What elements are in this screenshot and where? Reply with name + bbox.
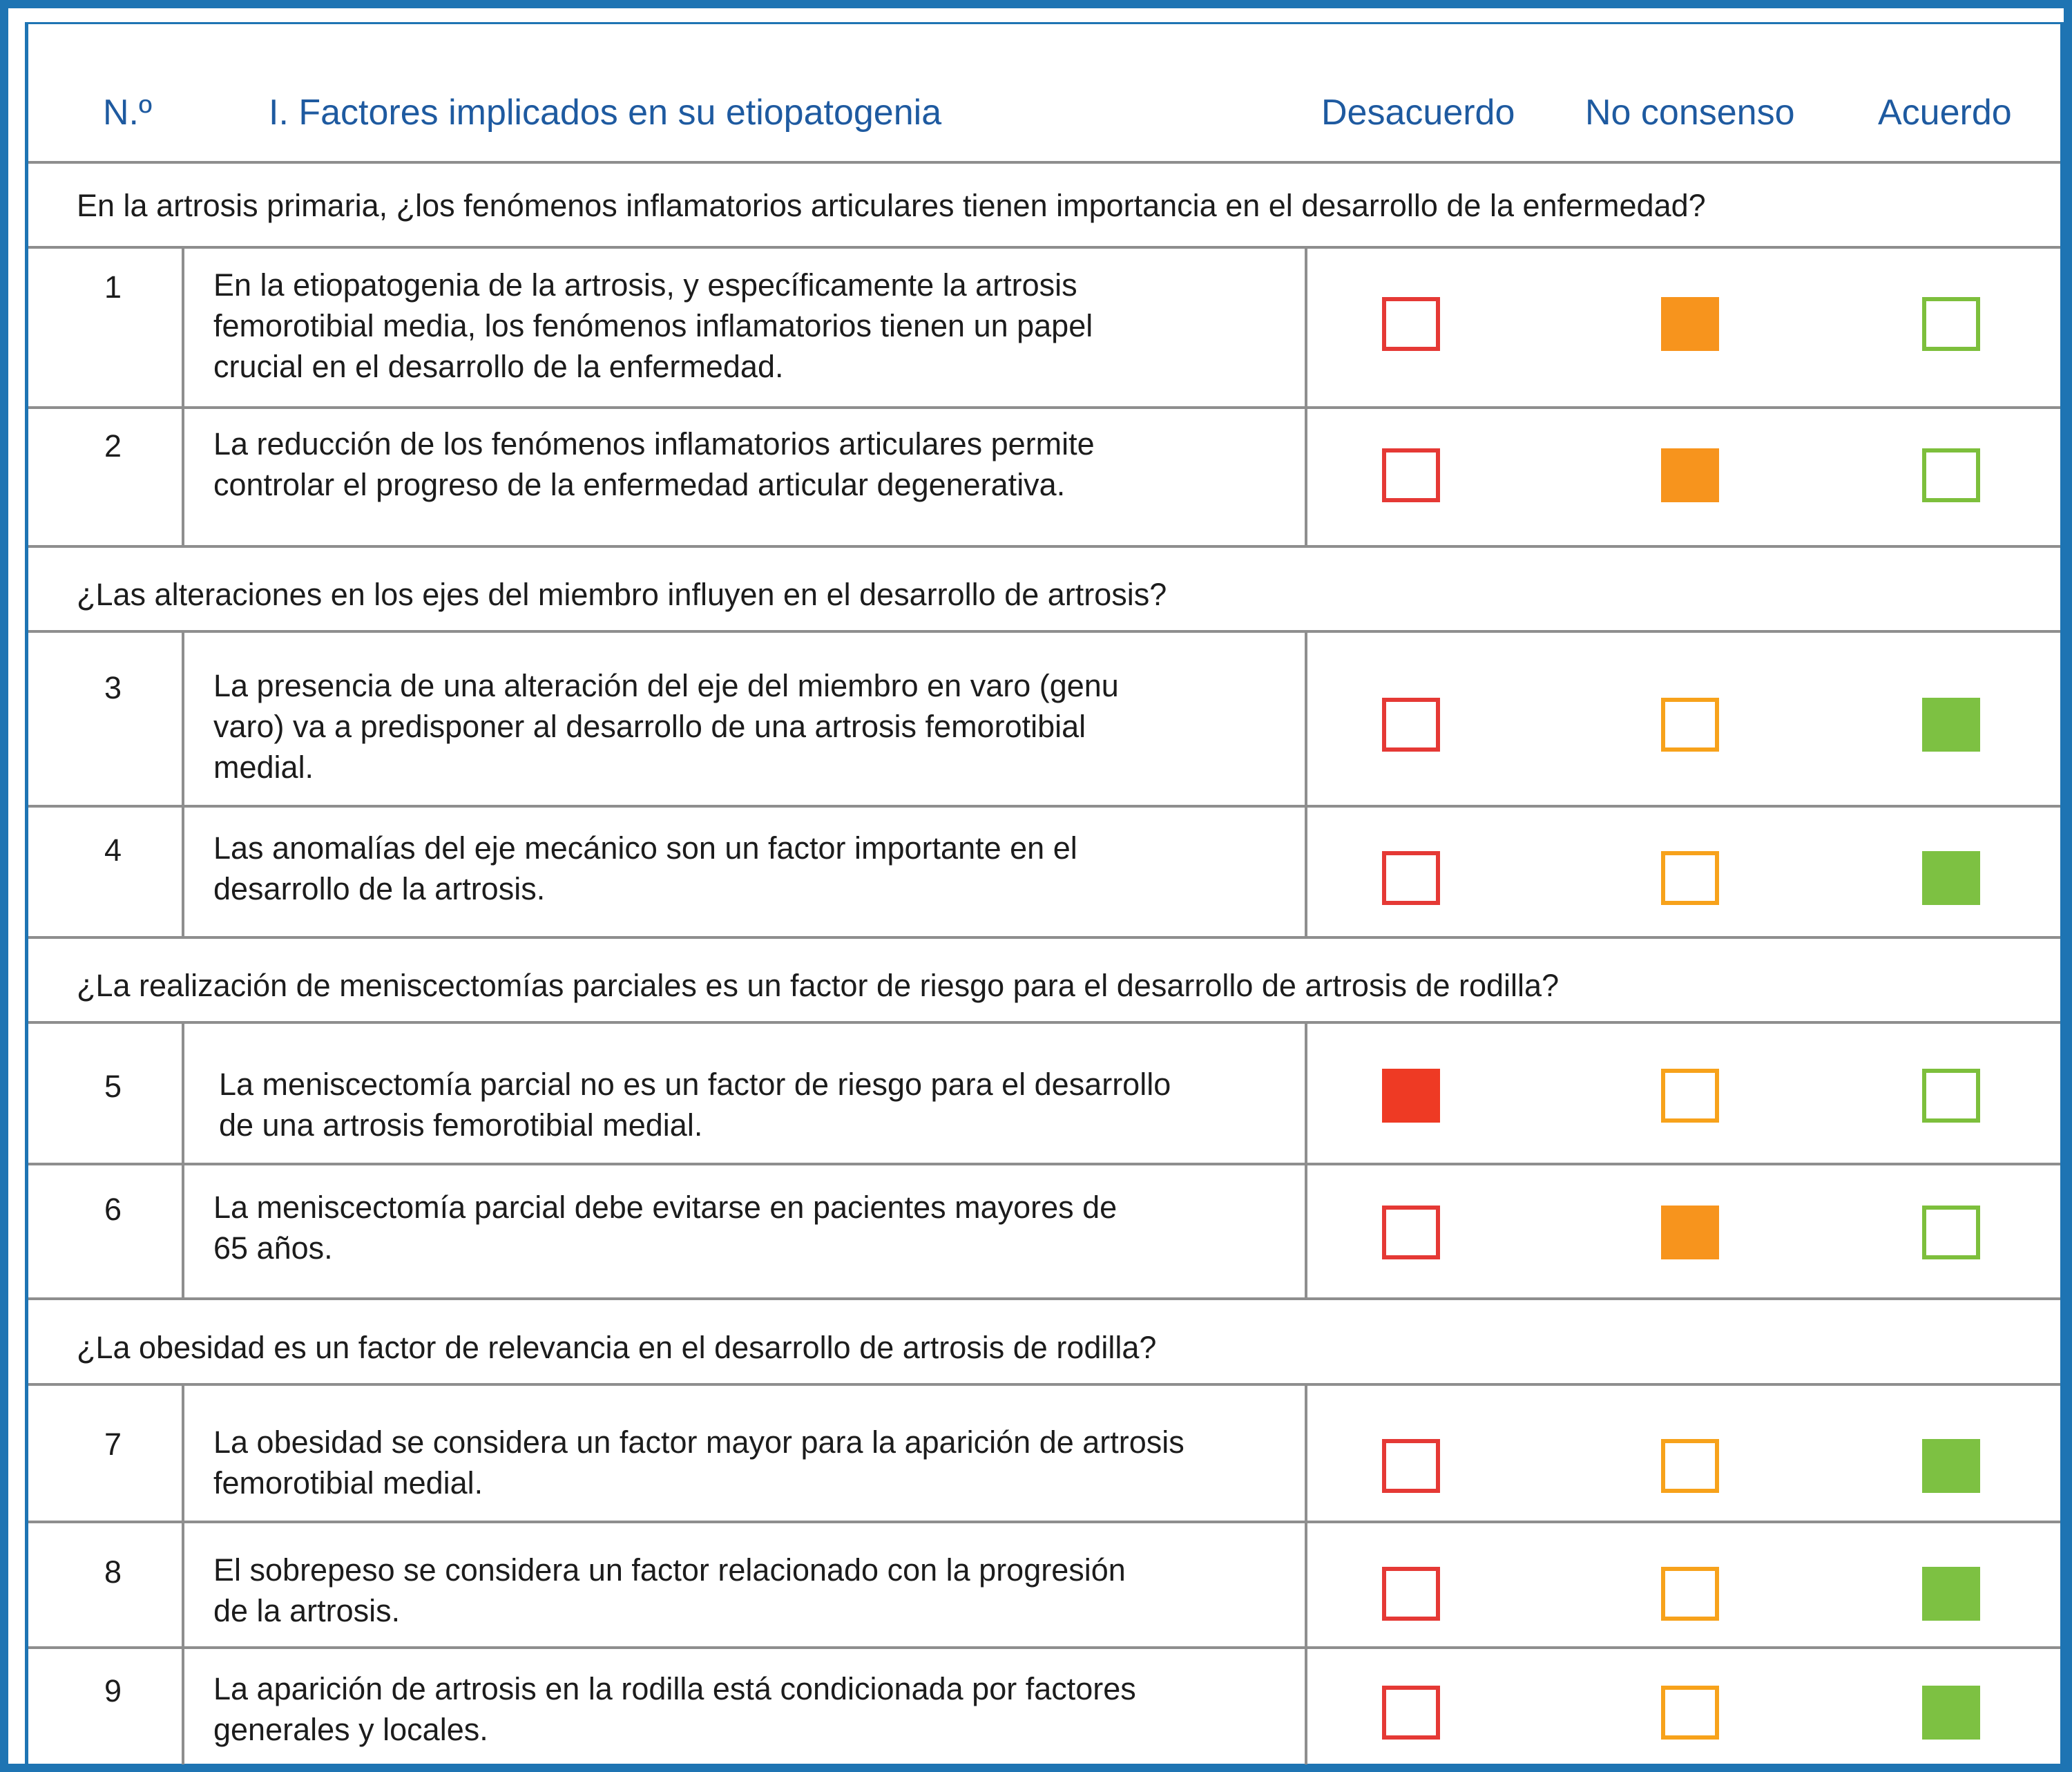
header-section-title: I. Factores implicados en su etiopatogenia [269, 93, 942, 133]
consensus-table [25, 22, 2064, 1766]
filled-agree-box [1922, 698, 1980, 752]
empty-noconsensus-box [1661, 1069, 1719, 1123]
divider [182, 1021, 184, 1297]
empty-agree-box [1922, 297, 1980, 351]
statement-text [219, 1064, 1171, 1145]
question-1: En la artrosis primaria, ¿los fenómenos inflamatorios articulares tienen importancia en el desarrollo de la enfermedad? [77, 188, 1706, 223]
statement-line: de la artrosis. [213, 1593, 401, 1628]
divider [1305, 246, 1307, 545]
statement-text [213, 665, 1119, 788]
question-2: ¿Las alteraciones en los ejes del miembro influyen en el desarrollo de artrosis? [77, 577, 1167, 612]
header-num-label: N.º [103, 93, 152, 133]
header-col-agree: Acuerdo [1878, 93, 2012, 133]
row-number: 5 [104, 1069, 122, 1104]
statement-line: La aparición de artrosis en la rodilla está condicionada por factores [213, 1671, 1136, 1706]
filled-agree-box [1922, 1567, 1980, 1621]
statement-line: femorotibial medial. [213, 1465, 483, 1501]
statement-line: controlar el progreso de la enfermedad articular degenerativa. [213, 467, 1066, 502]
header-col-noconsensus: No consenso [1585, 93, 1795, 133]
statement-line: 65 años. [213, 1230, 333, 1266]
question-3: ¿La realización de meniscectomías parciales es un factor de riesgo para el desarrollo de artrosis de rodilla? [77, 968, 1560, 1003]
divider [28, 545, 2060, 548]
empty-disagree-box [1382, 698, 1440, 752]
statement-line: desarrollo de la artrosis. [213, 871, 546, 906]
statement-text [213, 423, 1095, 505]
row-number: 1 [104, 269, 122, 305]
table-header [28, 24, 2060, 162]
row-number: 4 [104, 832, 122, 868]
statement-line: La reducción de los fenómenos inflamatorios articulares permite [213, 426, 1095, 461]
empty-agree-box [1922, 448, 1980, 502]
divider [28, 630, 2060, 633]
header-col-disagree: Desacuerdo [1321, 93, 1515, 133]
statement-text [213, 1187, 1117, 1268]
filled-disagree-box [1382, 1069, 1440, 1123]
statement-text [213, 828, 1077, 909]
empty-noconsensus-box [1661, 851, 1719, 905]
statement-line: En la etiopatogenia de la artrosis, y específicamente la artrosis [213, 267, 1077, 303]
empty-disagree-box [1382, 1567, 1440, 1621]
statement-text [213, 1668, 1136, 1750]
row-number: 7 [104, 1427, 122, 1462]
divider [182, 630, 184, 936]
empty-agree-box [1922, 1206, 1980, 1259]
empty-disagree-box [1382, 297, 1440, 351]
statement-text [213, 1422, 1184, 1503]
statement-line: generales y locales. [213, 1712, 488, 1747]
empty-noconsensus-box [1661, 1686, 1719, 1740]
divider [28, 1521, 2060, 1523]
filled-agree-box [1922, 851, 1980, 905]
empty-disagree-box [1382, 1439, 1440, 1493]
divider [182, 246, 184, 406]
empty-noconsensus-box [1661, 1567, 1719, 1621]
divider [28, 936, 2060, 939]
filled-noconsensus-box [1661, 448, 1719, 502]
statement-text [213, 1550, 1126, 1631]
divider [28, 805, 2060, 808]
empty-disagree-box [1382, 448, 1440, 502]
row-number: 9 [104, 1673, 122, 1708]
empty-noconsensus-box [1661, 698, 1719, 752]
divider [28, 1163, 2060, 1165]
divider [1305, 1383, 1307, 1766]
empty-disagree-box [1382, 1686, 1440, 1740]
row-number: 3 [104, 670, 122, 705]
statement-line: Las anomalías del eje mecánico son un factor importante en el [213, 830, 1077, 866]
filled-agree-box [1922, 1439, 1980, 1493]
divider [182, 406, 184, 545]
question-4: ¿La obesidad es un factor de relevancia en el desarrollo de artrosis de rodilla? [77, 1330, 1157, 1365]
divider [28, 1646, 2060, 1649]
divider [28, 246, 2060, 249]
statement-line: varo) va a predisponer al desarrollo de una artrosis femorotibial [213, 709, 1086, 744]
divider [28, 1297, 2060, 1300]
statement-line: La meniscectomía parcial debe evitarse en pacientes mayores de [213, 1190, 1117, 1225]
filled-noconsensus-box [1661, 1206, 1719, 1259]
statement-line: crucial en el desarrollo de la enfermedad. [213, 349, 784, 384]
divider [28, 406, 2060, 409]
filled-noconsensus-box [1661, 297, 1719, 351]
statement-line: de una artrosis femorotibial medial. [219, 1107, 703, 1143]
statement-line: El sobrepeso se considera un factor relacionado con la progresión [213, 1552, 1126, 1588]
divider [28, 1383, 2060, 1386]
empty-disagree-box [1382, 851, 1440, 905]
statement-text [213, 265, 1093, 387]
empty-disagree-box [1382, 1206, 1440, 1259]
statement-line: medial. [213, 750, 314, 785]
statement-line: La obesidad se considera un factor mayor para la aparición de artrosis [213, 1425, 1184, 1460]
statement-line: La presencia de una alteración del eje del miembro en varo (genu [213, 668, 1119, 703]
statement-line: femorotibial media, los fenómenos inflamatorios tienen un papel [213, 308, 1093, 343]
divider [1305, 1021, 1307, 1297]
divider [1305, 630, 1307, 936]
empty-agree-box [1922, 1069, 1980, 1123]
row-number: 6 [104, 1192, 122, 1227]
statement-line: La meniscectomía parcial no es un factor de riesgo para el desarrollo [219, 1067, 1171, 1102]
divider [28, 161, 2060, 164]
row-number: 8 [104, 1554, 122, 1590]
row-number: 2 [104, 428, 122, 464]
empty-noconsensus-box [1661, 1439, 1719, 1493]
filled-agree-box [1922, 1686, 1980, 1740]
divider [28, 1021, 2060, 1024]
divider [182, 1383, 184, 1766]
